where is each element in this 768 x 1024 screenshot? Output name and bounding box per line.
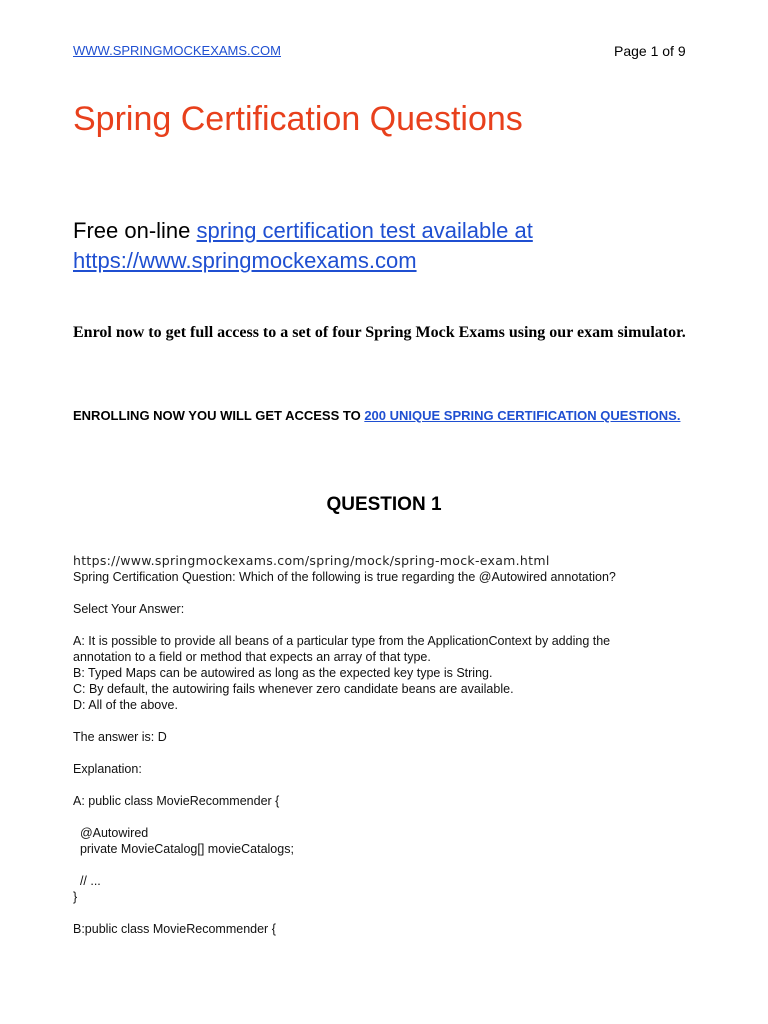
enrol-paragraph: Enrol now to get full access to a set of four Spring Mock Exams using our exam simulator. [73,324,686,341]
question-line: } [73,890,78,904]
question-line: D: All of the above. [73,698,178,712]
enrolling-prefix: ENROLLING NOW YOU WILL GET ACCESS TO [73,408,365,423]
question-line: @Autowired [73,826,149,840]
page-title: Spring Certification Questions [73,100,523,138]
question-line [73,777,713,793]
question-heading: QUESTION 1 [326,494,442,515]
question-line: B: Typed Maps can be autowired as long as the expected key type is String. [73,666,493,680]
question-line: // ... [73,874,101,888]
question-line [73,585,713,601]
free-test-link[interactable]: spring certification test available at https://www.springmockexams.com [73,218,533,273]
header-site-link[interactable]: WWW.SPRINGMOCKEXAMS.COM [73,43,281,58]
question-line [73,713,713,729]
question-line: Select Your Answer: [73,602,185,616]
enrolling-paragraph [73,407,693,424]
page-number: Page 1 of 9 [614,43,686,59]
question-line [73,745,713,761]
question-line: The answer is: D [73,730,167,744]
question-line [73,905,713,921]
question-body [73,553,713,937]
question-line: Explanation: [73,762,142,776]
question-url: https://www.springmockexams.com/spring/mock/spring-mock-exam.html [73,553,550,568]
free-test-prefix: Free on-line [73,218,197,243]
unique-questions-link[interactable]: 200 UNIQUE SPRING CERTIFICATION QUESTIONS. [364,408,681,423]
question-lines [73,569,713,937]
question-line [73,617,713,633]
free-test-paragraph [73,216,693,276]
question-line [73,857,713,873]
question-line: Spring Certification Question: Which of the following is true regarding the @Autowired annotation? [73,570,616,584]
question-line: C: By default, the autowiring fails whenever zero candidate beans are available. [73,682,514,696]
question-line: A: It is possible to provide all beans of a particular type from the ApplicationContext by adding the [73,634,611,648]
question-line: B:public class MovieRecommender { [73,922,276,936]
question-line: private MovieCatalog[] movieCatalogs; [73,842,294,856]
question-line [73,809,713,825]
question-line: A: public class MovieRecommender { [73,794,280,808]
question-line: annotation to a field or method that expects an array of that type. [73,650,431,664]
